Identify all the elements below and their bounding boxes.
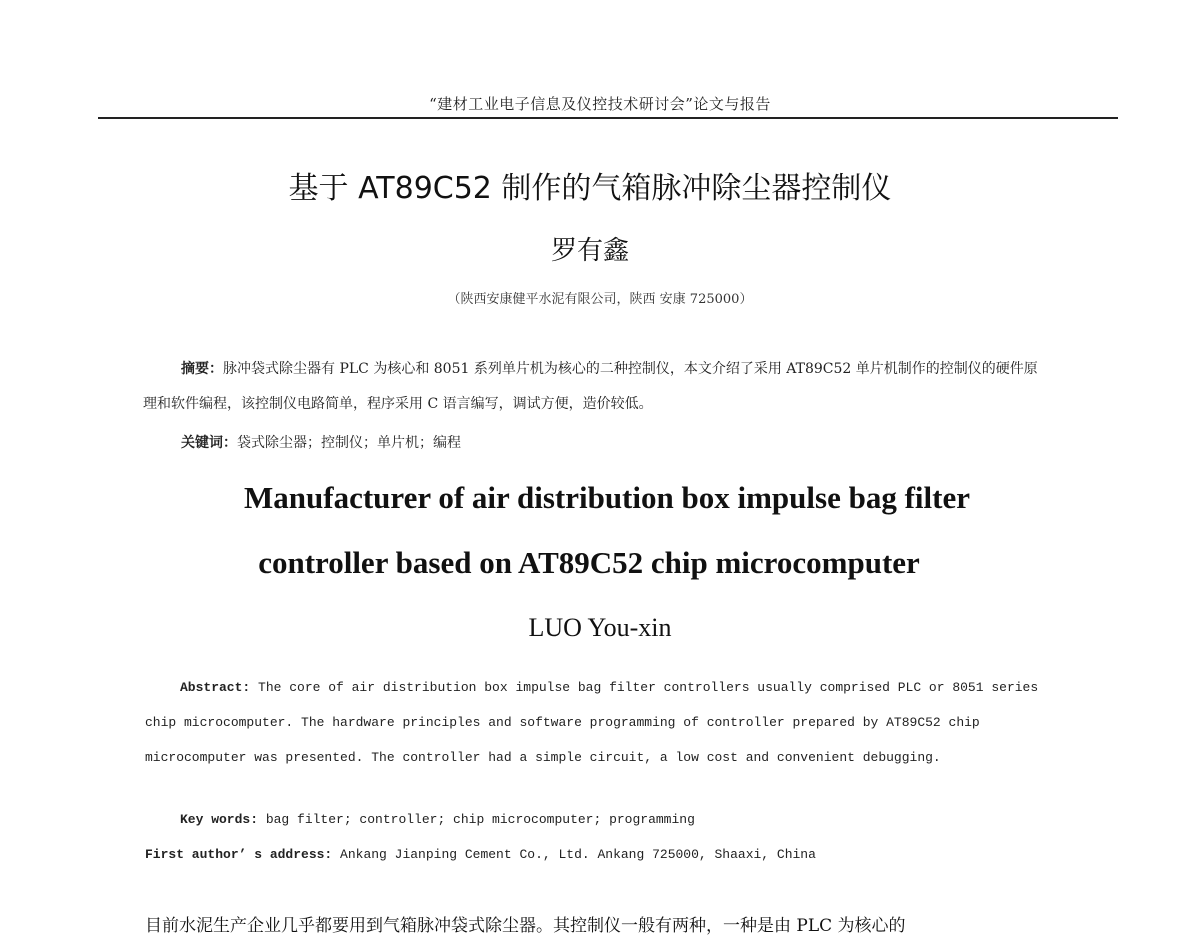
chinese-abstract-text: 脉冲袋式除尘器有 PLC 为核心和 8051 系列单片机为核心的二种控制仪，本文介绍了采用 AT89C52 单片机制作的控制仪的硬件原理和软件编程，该控制仪电路简单，程序采用 C 语言编写，调试方便，造价较低。: [143, 361, 1038, 412]
chinese-title: 基于 AT89C52 制作的气箱脉冲除尘器控制仪: [288, 171, 892, 206]
running-header: “建材工业电子信息及仪控技术研讨会”论文与报告: [429, 95, 771, 113]
english-abstract-label: Abstract:: [180, 680, 251, 695]
english-title-line-1: Manufacturer of air distribution box impulse bag filter: [244, 480, 970, 515]
english-keywords-text: bag filter; controller; chip microcomputer; programming: [258, 812, 695, 827]
chinese-abstract-label: 摘要：: [181, 361, 223, 377]
chinese-abstract: [143, 352, 1043, 422]
author-address-label: First author’ s address:: [145, 847, 333, 862]
chinese-author: 罗有鑫: [550, 236, 629, 266]
author-address-text: Ankang Jianping Cement Co., Ltd. Ankang 725000, Shaaxi, China: [332, 847, 816, 862]
english-abstract-text: The core of air distribution box impulse bag filter controllers usually comprised PLC or 8051 series chip microcomputer. The hardware principles and software programming of controller prepared by AT89C52 chip microcomputer was presented. The controller had a simple circuit, a low cost and convenient debugging.: [145, 680, 1039, 765]
author-address: [145, 847, 1045, 862]
body-text-first-line: 目前水泥生产企业几乎都要用到气箱脉冲袋式除尘器。其控制仪一般有两种，一种是由 PLC 为核心的: [145, 916, 906, 936]
chinese-keywords: [181, 432, 1041, 452]
english-keywords-label: Key words:: [180, 812, 259, 827]
chinese-keywords-text: 袋式除尘器；控制仪；单片机；编程: [237, 435, 461, 451]
english-author: LUO You-xin: [528, 613, 672, 642]
header-rule: [98, 117, 1118, 119]
chinese-keywords-label: 关键词：: [181, 435, 237, 451]
english-keywords: [180, 812, 1040, 827]
english-title-line-2: controller based on AT89C52 chip microcomputer: [258, 545, 920, 580]
english-abstract: [145, 670, 1040, 775]
chinese-affiliation: （陕西安康健平水泥有限公司，陕西 安康 725000）: [447, 292, 753, 307]
